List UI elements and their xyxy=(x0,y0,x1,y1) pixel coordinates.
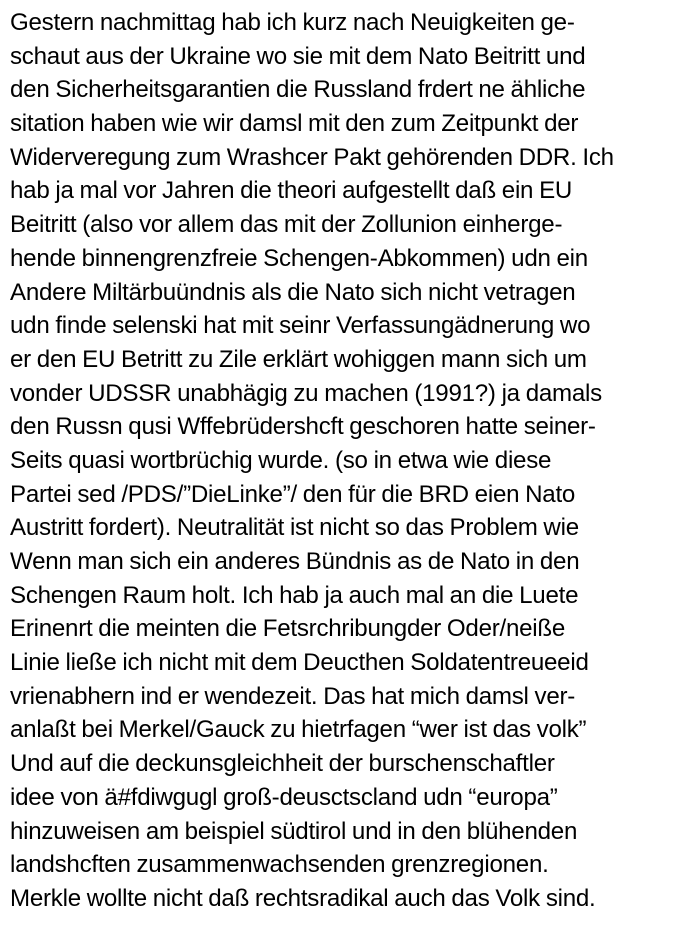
text-line-1: Gestern nachmittag hab ich kurz nach Neuigkeiten ge- xyxy=(10,9,575,36)
text-line-7: Beitritt (also vor allem das mit der Zollunion einherge- xyxy=(10,211,563,239)
text-line-10: udn finde selenski hat mit seinr Verfassungädnerung wo xyxy=(10,312,591,340)
text-line-27: Merkle wollte nicht daß rechtsradikal auch das Volk sind. xyxy=(10,884,596,912)
text-line-6: hab ja mal vor Jahren die theori aufgestellt daß ein EU xyxy=(10,177,573,205)
text-line-14: Seits quasi wortbrüchig wurde. (so in etwa wie diese xyxy=(10,446,552,474)
text-line-22: anlaßt bei Merkel/Gauck zu hietrfagen “wer ist das volk” xyxy=(10,716,587,744)
text-line-26: landshcften zusammenwachsenden grenzregionen. xyxy=(10,851,549,879)
text-line-11: er den EU Betritt zu Zile erklärt wohiggen mann sich um xyxy=(10,345,587,373)
text-line-9: Andere Miltärbuündnis als die Nato sich nicht vetragen xyxy=(10,278,576,306)
text-line-16: Austritt fordert). Neutralität ist nicht so das Problem wie xyxy=(10,514,579,542)
text-line-15: Partei sed /PDS/”DieLinke”/ den für die BRD eien Nato xyxy=(10,480,576,508)
text-line-23: Und auf die deckunsgleichheit der burschenschaftler xyxy=(10,750,555,778)
text-line-2: schaut aus der Ukraine wo sie mit dem Nato Beitritt und xyxy=(10,42,586,70)
text-line-8: hende binnengrenzfreie Schengen-Abkommen) udn ein xyxy=(10,244,588,272)
text-line-3: den Sicherheitsgarantien die Russland frdert ne ähliche xyxy=(10,76,586,104)
text-line-4: sitation haben wie wir damsl mit den zum Zeitpunkt der xyxy=(10,110,579,138)
text-line-19: Erinenrt die meinten die Fetsrchribungder Oder/neiße xyxy=(10,615,566,643)
text-line-12: vonder UDSSR unabhägig zu machen (1991?) ja damals xyxy=(10,379,602,407)
text-line-17: Wenn man sich ein anderes Bündnis as de Nato in den xyxy=(10,548,580,575)
text-line-21: vrienabhern ind er wendezeit. Das hat mich damsl ver- xyxy=(10,682,576,710)
text-line-13: den Russn qusi Wffebrüdershcft geschoren hatte seiner- xyxy=(10,413,596,441)
text-line-24: idee von ä#fdiwgugl groß-deusctscland udn “europa” xyxy=(10,783,558,811)
text-line-5: Widerveregung zum Wrashcer Pakt gehörenden DDR. Ich xyxy=(10,143,614,171)
text-line-25: hinzuweisen am beispiel südtirol und in den blühenden xyxy=(10,817,578,845)
text-line-18: Schengen Raum holt. Ich hab ja auch mal an die Luete xyxy=(10,581,579,609)
text-line-20: Linie ließe ich nicht mit dem Deucthen Soldatentreueeid xyxy=(10,649,589,677)
body-text xyxy=(10,6,680,916)
